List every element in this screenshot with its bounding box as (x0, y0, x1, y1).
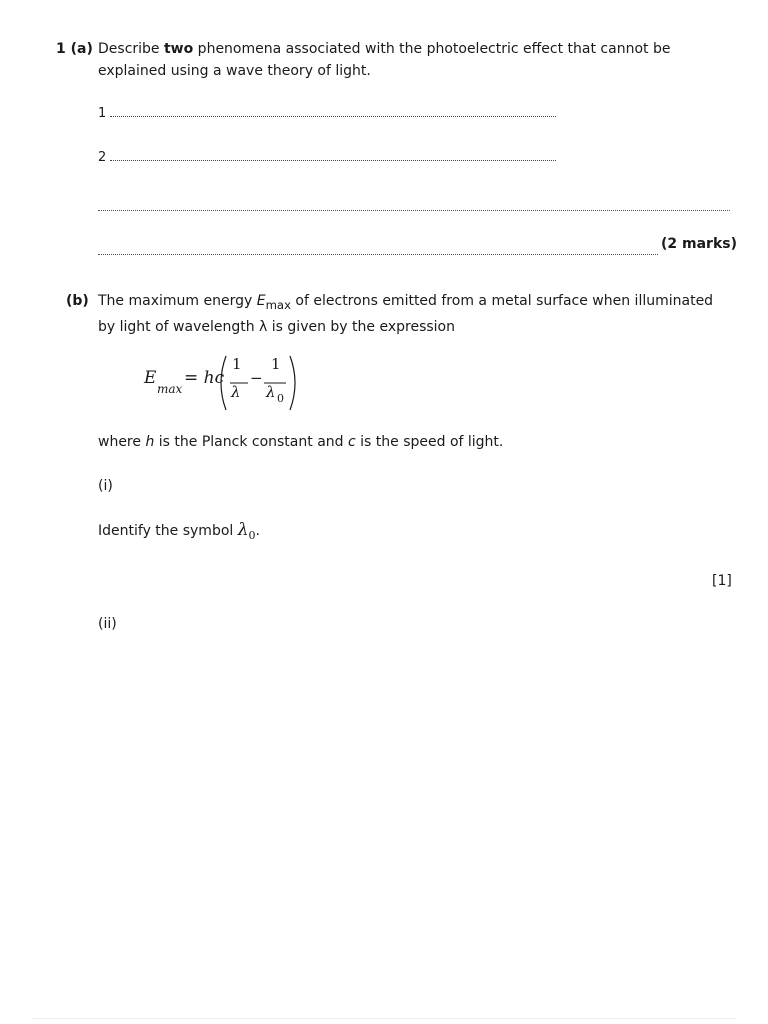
part-b-text: The maximum energy $E_{max}$ of electrons emitted from a metal surface when illuminated by light of wavelength λ is given by the expression (98, 293, 714, 335)
part-b-label: (b) (66, 293, 89, 309)
answer-line-1-dots (110, 104, 556, 117)
symbol-e: E (256, 293, 266, 309)
lambda-symbol: λ (237, 520, 249, 540)
question-number: 1 (a) (56, 41, 93, 57)
part-i-label: (i) (98, 478, 113, 494)
part-i-text: Identify the symbol $\lambda_0$. (98, 520, 260, 542)
part-ii-label: (ii) (98, 616, 117, 632)
answer-line-2-label: 2 (98, 150, 107, 165)
answer-line-2[interactable] (98, 148, 556, 167)
answer-line-2-dots (110, 148, 556, 161)
question-1a-text: Describe two phenomena associated with the photoelectric effect that cannot be explained using a wave theory of light. (98, 41, 671, 79)
marks-label: (2 marks) (661, 236, 737, 252)
answer-line-3[interactable] (98, 210, 730, 211)
part-i-marks: [1] (712, 573, 732, 589)
symbol-e-sub: max (265, 297, 291, 312)
answer-line-4[interactable] (98, 254, 658, 255)
where-text: where h is the Planck constant and c is the speed of light. (98, 434, 504, 450)
page-footer-divider (32, 1018, 736, 1019)
answer-line-1-label: 1 (98, 106, 107, 121)
answer-line-1[interactable] (98, 104, 556, 123)
emphasis-two: two (163, 41, 194, 57)
equation: E max = hc 1 λ − 1 λ 0 (144, 352, 314, 414)
